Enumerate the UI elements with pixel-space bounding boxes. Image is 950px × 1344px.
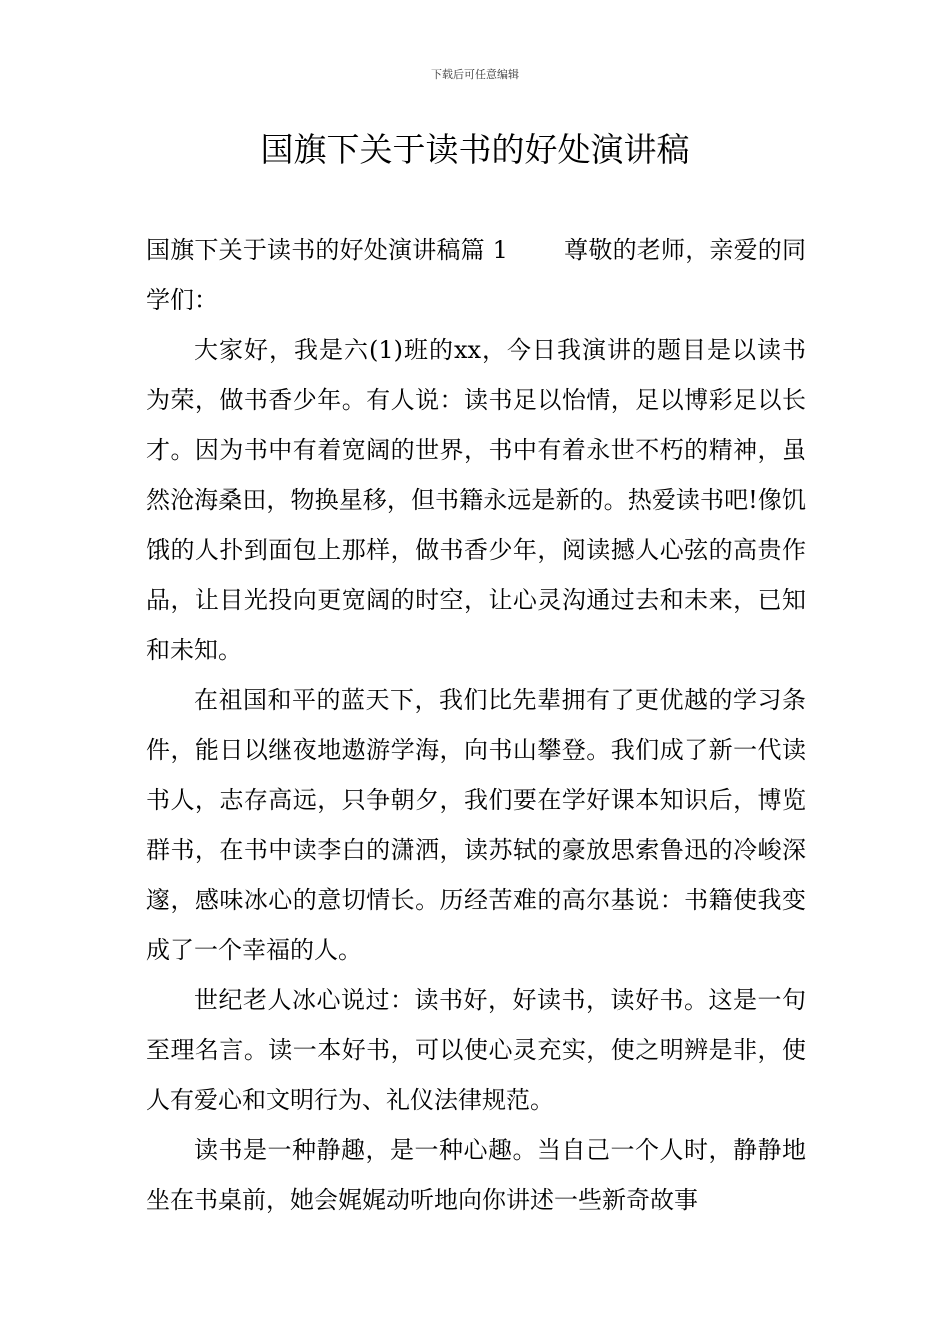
opening-paragraph bbox=[146, 225, 806, 325]
paragraph: 读书是一种静趣，是一种心趣。当自己一个人时，静静地坐在书桌前，她会娓娓动听地向你讲述一些新奇故事 bbox=[146, 1136, 806, 1214]
salutation: 尊敬的老师，亲爱的同学们： bbox=[146, 236, 807, 314]
document-body bbox=[146, 225, 806, 1225]
paragraph: 大家好，我是六(1)班的xx，今日我演讲的题目是以读书为荣，做书香少年。有人说：读书足以怡情，足以博彩足以长才。因为书中有着宽阔的世界，书中有着永世不朽的精神，虽然沧海桑田，物换星移，但书籍永远是新的。热爱读书吧!像饥饿的人扑到面包上那样，做书香少年，阅读撼人心弦的高贵作品，让目光投向更宽阔的时空，让心灵沟通过去和未来，已知和未知。 bbox=[146, 336, 806, 664]
section-heading-label: 国旗下关于读书的好处演讲稿篇 1 bbox=[146, 236, 508, 264]
paragraph: 在祖国和平的蓝天下，我们比先辈拥有了更优越的学习条件，能日以继夜地遨游学海，向书山攀登。我们成了新一代读书人，志存高远，只争朝夕，我们要在学好课本知识后，博览群书，在书中读李白的潇洒，读苏轼的豪放思索鲁迅的冷峻深邃，感味冰心的意切情长。历经苦难的高尔基说：书籍使我变成了一个幸福的人。 bbox=[146, 686, 806, 964]
paragraph: 世纪老人冰心说过：读书好，好读书，读好书。这是一句至理名言。读一本好书，可以使心灵充实，使之明辨是非，使人有爱心和文明行为、礼仪法律规范。 bbox=[146, 986, 806, 1114]
header-note: 下载后可任意编辑 bbox=[431, 68, 519, 81]
document-title: 国旗下关于读书的好处演讲稿 bbox=[260, 130, 690, 169]
